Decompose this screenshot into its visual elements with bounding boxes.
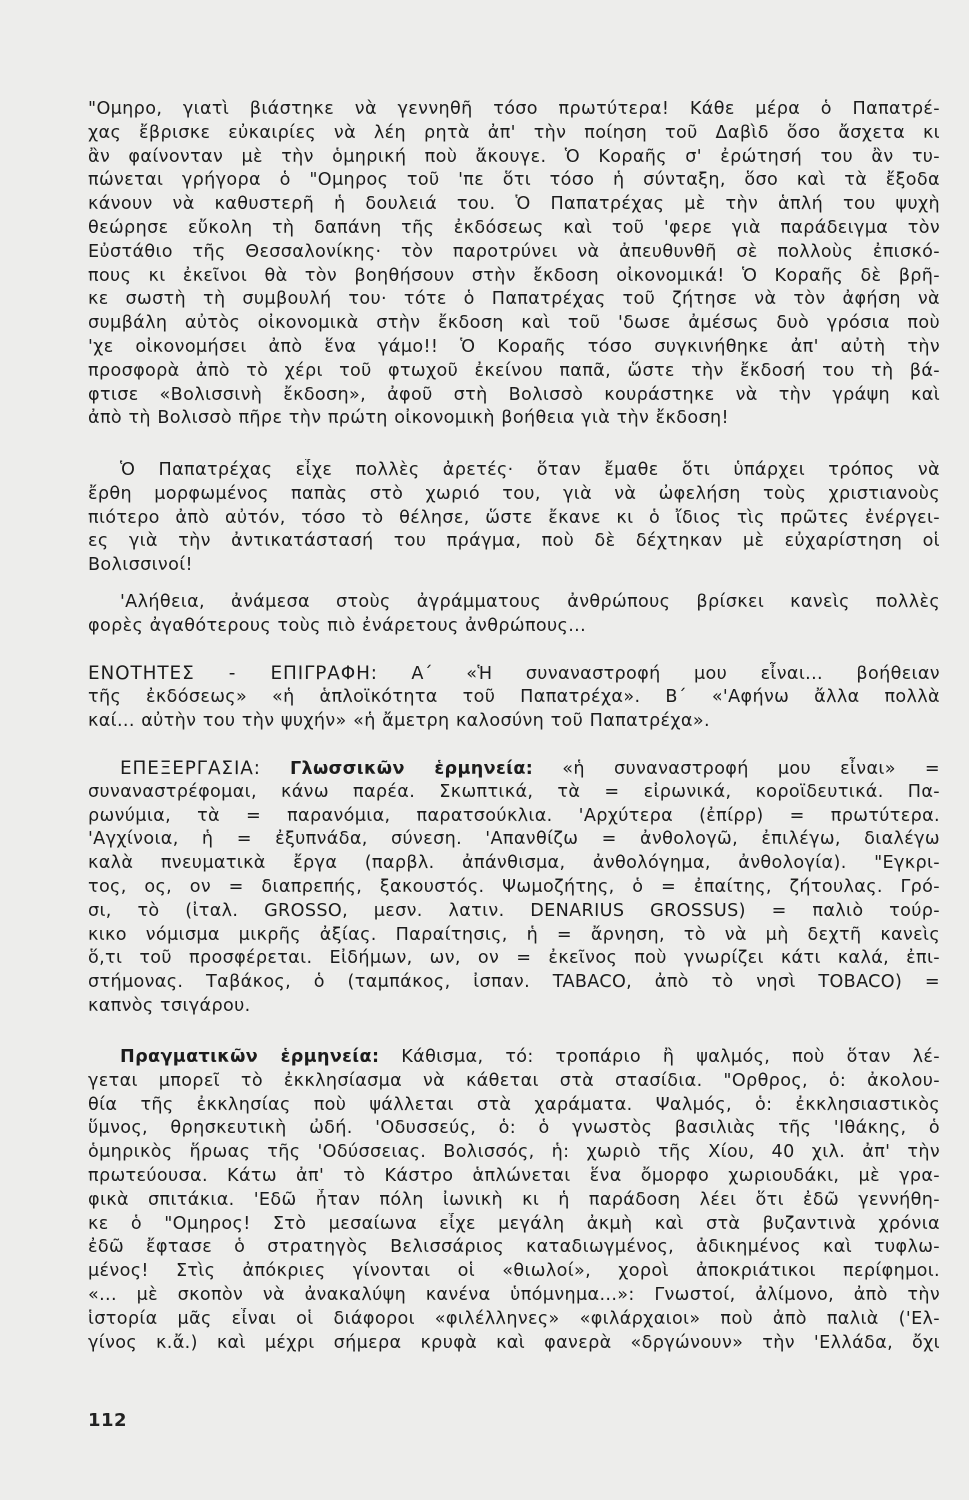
section-subheading: Γλωσσικῶν ἑρμηνεία: xyxy=(289,759,534,779)
text-line: κε ὁ "Ομηρος! Στὸ μεσαίωνα εἶχε μεγάλη ἀκμὴ καὶ στὰ βυζαντινὰ χρόνια xyxy=(88,1213,940,1234)
text-line: ὁμηρικὸς ἥρωας τῆς 'Οδύσσειας. Βολισσός, ἡ: χωριὸ τῆς Χίου, 40 χιλ. ἀπ' τὴν xyxy=(88,1142,940,1163)
text-line: ὅ,τι τοῦ προσφέρεται. Εἰδήμων, ων, ον = ἐκεῖνος ποὺ γνωρίζει κάτι καλά, ἐπι- xyxy=(88,948,940,969)
text-line: καλὰ πνευματικὰ ἔργα (παρβλ. ἀπάνθισμα, ἀνθολόγημα, ἀνθολογία). "Εγκρι- xyxy=(88,853,940,874)
text-line: σι, τὸ (ἰταλ. GROSSO, μεσν. λατιν. DENARIUS GROSSUS) = παλιὸ τούρ- xyxy=(88,900,940,921)
text-line: Εὐστάθιο τῆς Θεσσαλονίκης· τὸν παροτρύνει νὰ ἀπευθυνθῆ σὲ πολλοὺς ἐπισκό- xyxy=(88,241,940,262)
text-line: ὕμνος, θρησκευτικὴ ὠδή. 'Οδυσσεύς, ὁ: ὁ γνωστὸς βασιλιὰς τῆς 'Ιθάκης, ὁ xyxy=(88,1118,940,1139)
text-line: Ὁ Παπατρέχας εἶχε πολλὲς ἀρετές· ὅταν ἔμαθε ὅτι ὑπάρχει τρόπος νὰ xyxy=(120,460,940,480)
text-line: φικὰ σπιτάκια. 'Εδῶ ἦταν πόλη ἰωνικὴ κι ἡ παράδοση λέει ὅτι ἐδῶ γεννήθη- xyxy=(88,1189,940,1210)
section-text: Κάθισμα, τό: τροπάριο ἢ ψαλμός, ποὺ ὅταν λέ- xyxy=(401,1047,940,1067)
text-line: τος, ος, ον = διαπρεπής, ξακουστός. Ψωμοζήτης, ὁ = ἐπαίτης, ζήτουλας. Γρό- xyxy=(88,876,940,897)
text-line: Βολισσινοί! xyxy=(88,555,193,576)
text-line: κικο νόμισμα μικρῆς ἀξίας. Παραίτησις, ἡ = ἄρνηση, τὸ νὰ μὴ δεχτῆ κανεὶς xyxy=(88,924,940,945)
text-line: κε σωστὴ τὴ συμβουλή του· τότε ὁ Παπατρέχας τοῦ ζήτησε νὰ τὸν ἀφήση νὰ xyxy=(88,289,940,310)
text-line: στήμονας. Ταβάκος, ὁ (ταμπάκος, ἰσπαν. TABACO, ἀπὸ τὸ νησὶ TOBACO) = xyxy=(88,972,940,993)
text-line: φτισε «Βολισσινὴ ἔκδοση», ἀφοῦ στὴ Βολισσὸ κουράστηκε νὰ τὴν γράψη καὶ xyxy=(88,384,940,405)
paragraph-homer-publication xyxy=(88,98,940,431)
text-line: "Ομηρο, γιατὶ βιάστηκε νὰ γεννηθῆ τόσο πρωτύτερα! Κάθε μέρα ὁ Παπατρέ- xyxy=(88,99,940,119)
section-factual-interpretation xyxy=(88,1046,940,1355)
section-heading: ΕΝΟΤΗΤΕΣ - ΕΠΙΓΡΑΦΗ: xyxy=(88,663,378,684)
text-line: συμβάλη αὐτὸς οἰκονομικὰ στὴν ἔκδοση καὶ τοῦ 'δωσε ἀμέσως δυὸ γρόσια ποὺ xyxy=(88,313,940,334)
page-number: 112 xyxy=(88,1410,128,1431)
text-line: φορὲς ἀγαθότερους τοὺς πιὸ ἐνάρετους ἀνθρώπους... xyxy=(88,615,587,636)
text-line: 'Αλήθεια, ἀνάμεσα στοὺς ἀγράμματους ἀνθρώπους βρίσκει κανεὶς πολλὲς xyxy=(120,592,940,612)
paragraph-truth xyxy=(88,591,940,639)
text-line: ἱστορία μᾶς εἶναι οἱ διάφοροι «φιλέλληνες» «φιλάρχαιοι» ποὺ ἀπὸ παλιὰ ('Ελ- xyxy=(88,1308,940,1329)
text-line: θία τῆς ἐκκλησίας ποὺ ψάλλεται στὰ χαράματα. Ψαλμός, ὁ: ἐκκλησιαστικὸς xyxy=(88,1094,940,1115)
text-line: 'χε οἰκονομήσει ἀπὸ ἕνα γάμο!! Ὁ Κοραῆς τόσο συγκινήθηκε ἀπ' αὐτὴ τὴν xyxy=(88,336,940,357)
text-line: πιότερο ἀπὸ αὐτόν, τόσο τὸ θέλησε, ὥστε ἔκανε κι ὁ ἴδιος τὶς πρῶτες ἐνέργει- xyxy=(88,507,940,528)
text-line: πρωτεύουσα. Κάτω ἀπ' τὸ Κάστρο ἁπλώνεται ἕνα ὄμορφο χωριουδάκι, μὲ γρα- xyxy=(88,1165,940,1186)
text-line xyxy=(88,757,940,781)
text-line: «... μὲ σκοπὸν νὰ ἀνακαλύψη κανένα ὑπόμνημα...»: Γνωστοί, ἀλίμονο, ἀπὸ τὴν xyxy=(88,1284,940,1305)
text-line: τῆς ἐκδόσεως» «ἡ ἁπλοϊκότητα τοῦ Παπατρέχα». Β΄ «'Αφήνω ἄλλα πολλὰ xyxy=(88,686,940,707)
text-line: συναναστρέφομαι, κάνω παρέα. Σκωπτικά, τὰ = εἰρωνικά, κοροϊδευτικά. Πα- xyxy=(88,781,940,802)
text-line xyxy=(88,662,940,686)
text-line: γίνος κ.ἄ.) καὶ μέχρι σήμερα κρυφὰ καὶ φανερὰ «δργώνουν» τὴν 'Ελλάδα, ὄχι xyxy=(88,1332,940,1353)
text-line: ἀπὸ τὴ Βολισσὸ πῆρε τὴν πρώτη οἰκονομικὴ βοήθεια γιὰ τὴν ἔκδοση! xyxy=(88,408,729,429)
text-line: πους κι ἐκεῖνοι θὰ τὸν βοηθήσουν στὴν ἔκδοση οἰκονομικά! Ὁ Κοραῆς δὲ βρῆ- xyxy=(88,265,940,286)
section-heading: ΕΠΕΞΕΡΓΑΣΙΑ: xyxy=(120,758,261,779)
section-subheading: Πραγματικῶν ἑρμηνεία: xyxy=(120,1047,380,1067)
text-line: κάνουν νὰ καθυστερῆ ἡ δουλειά του. Ὁ Παπατρέχας μὲ τὴν ἁπλή του ψυχὴ xyxy=(88,194,940,215)
section-text: Α΄ «Ἡ συναναστροφή μου εἶναι... βοήθειαν xyxy=(411,664,940,684)
text-line: 'Αγχίνοια, ἡ = ἐξυπνάδα, σύνεση. 'Απανθίζω = ἀνθολογῶ, ἐπιλέγω, διαλέγω xyxy=(88,829,940,850)
paragraph-papatrechas-virtues xyxy=(88,459,940,578)
text-line: θεώρησε εὔκολη τὴ δαπάνη τῆς ἐκδόσεως καὶ τοῦ 'φερε γιὰ παράδειγμα τὸν xyxy=(88,217,940,238)
text-line: καπνὸς τσιγάρου. xyxy=(88,995,251,1016)
text-line: ἂν φαίνονταν μὲ τὴν ὁμηρική ποὺ ἄκουγε. Ὁ Κοραῆς σ' ἐρώτησή του ἂν τυ- xyxy=(88,146,940,167)
text-line: καί... αὐτὴν του τὴν ψυχήν» «ἡ ἄμετρη καλοσύνη τοῦ Παπατρέχα». xyxy=(88,710,710,731)
text-line xyxy=(88,1046,940,1070)
section-elaboration xyxy=(88,757,940,1019)
text-line: προσφορὰ ἀπὸ τὸ χέρι τοῦ φτωχοῦ ἐκείνου παπᾶ, ὥστε τὴν ἔκδοσή του τὴ βά- xyxy=(88,360,940,381)
text-line: γεται μπορεῖ τὸ ἐκκλησίασμα νὰ κάθεται στὰ στασίδια. "Ορθρος, ὁ: ἀκολου- xyxy=(88,1070,940,1091)
text-line: χας ἔβρισκε εὐκαιρίες νὰ λέη ρητὰ ἀπ' τὴν ποίηση τοῦ Δαβὶδ ὅσο ἄσχετα κι xyxy=(88,122,940,143)
text-line: ρωνύμια, τὰ = παρανόμια, παρατσούκλια. 'Αρχύτερα (ἐπίρρ) = πρωτύτερα. xyxy=(88,805,940,826)
text-line: πώνεται γρήγορα ὁ "Ομηρος τοῦ 'πε ὅτι τόσο ἡ σύνταξη, ὅσο καὶ τὰ ἔξοδα xyxy=(88,170,940,191)
text-line: ες γιὰ τὴν ἀντικατάστασή του πράγμα, ποὺ δὲ δέχτηκαν μὲ εὐχαρίστηση οἱ xyxy=(88,531,940,552)
section-text: «ἡ συναναστροφή μου εἶναι» = xyxy=(562,759,940,779)
section-units-titles xyxy=(88,662,940,733)
text-line: ἐδῶ ἔφτασε ὁ στρατηγὸς Βελισσάριος καταδιωγμένος, ἀδικημένος καὶ τυφλω- xyxy=(88,1237,940,1258)
text-line: μένος! Στὶς ἀπόκριες γίνονται οἱ «θιωλοί», χοροὶ ἀποκριάτικοι περίφημοι. xyxy=(88,1261,940,1282)
text-line: ἔρθη μορφωμένος παπὰς στὸ χωριό του, γιὰ νὰ ὠφελήση τοὺς χριστιανοὺς xyxy=(88,483,940,504)
